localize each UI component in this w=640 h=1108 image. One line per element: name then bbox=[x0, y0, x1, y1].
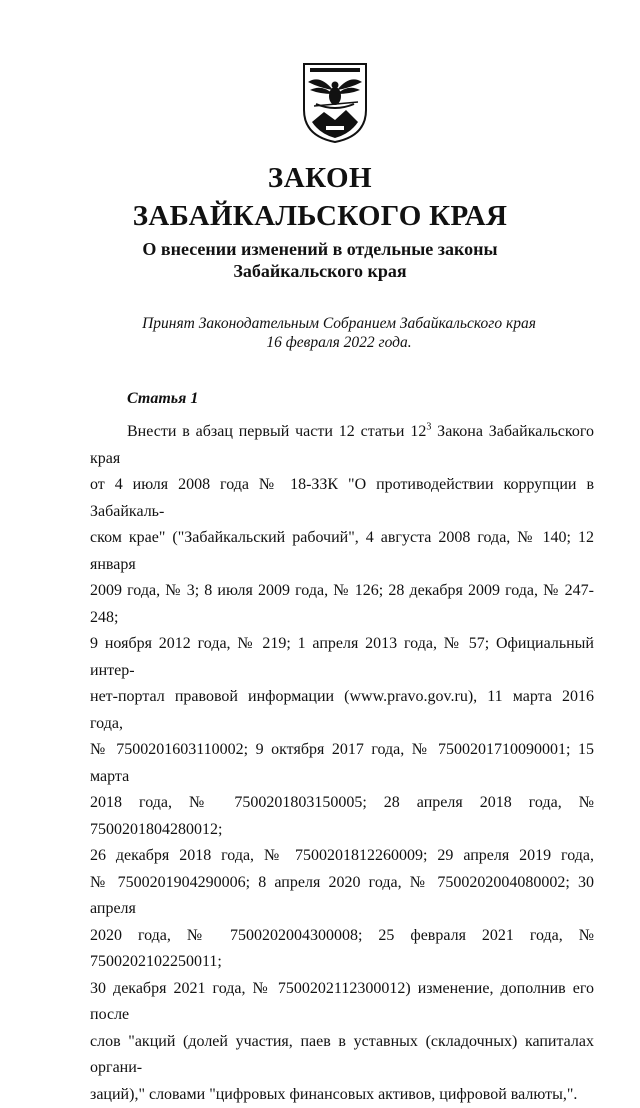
coat-of-arms-emblem bbox=[300, 60, 370, 144]
superscript: 3 bbox=[426, 422, 431, 433]
article-line: от 4 июля 2008 года № 18-ЗЗК "О противодействии коррупции в Забайкаль- bbox=[90, 472, 594, 525]
adoption-line-1: Принят Законодательным Собранием Забайкальского края bbox=[38, 314, 640, 333]
law-title: ЗАКОН bbox=[0, 162, 640, 195]
law-subject-line-2: Забайкальского края bbox=[0, 260, 640, 282]
law-subject bbox=[0, 238, 640, 282]
article-line: 2018 года, № 7500201803150005; 28 апреля 2018 года, № 7500201804280012; bbox=[90, 790, 594, 843]
article-line: 30 декабря 2021 года, № 7500202112300012) изменение, дополнив его после bbox=[90, 976, 594, 1029]
adoption-date: 16 февраля 2022 года. bbox=[38, 333, 640, 352]
article-line: 2009 года, № 3; 8 июля 2009 года, № 126; 28 декабря 2009 года, № 247-248; bbox=[90, 578, 594, 631]
article-line: нет-портал правовой информации (www.pravo.gov.ru), 11 марта 2016 года, bbox=[90, 684, 594, 737]
article-line: ском крае" ("Забайкальский рабочий", 4 августа 2008 года, № 140; 12 января bbox=[90, 525, 594, 578]
article-line: заций)," словами "цифровых финансовых активов, цифровой валюты,". bbox=[90, 1082, 594, 1108]
article-title: Статья 1 bbox=[127, 390, 198, 408]
article-line: 2020 года, № 7500202004300008; 25 февраля 2021 года, № 7500202102250011; bbox=[90, 923, 594, 976]
article-line: № 7500201904290006; 8 апреля 2020 года, № 7500202004080002; 30 апреля bbox=[90, 870, 594, 923]
article-line: Внести в абзац первый части 12 статьи $12^3$ Закона Забайкальского края bbox=[90, 419, 594, 472]
article-line: № 7500201603110002; 9 октября 2017 года, № 7500201710090001; 15 марта bbox=[90, 737, 594, 790]
law-subject-line-1: О внесении изменений в отдельные законы bbox=[0, 238, 640, 260]
article-line: слов "акций (долей участия, паев в уставных (складочных) капиталах органи- bbox=[90, 1029, 594, 1082]
article-line: 26 декабря 2018 года, № 7500201812260009; 29 апреля 2019 года, bbox=[90, 843, 594, 870]
adoption-note bbox=[0, 314, 640, 352]
article-body bbox=[90, 419, 594, 1108]
region-title: ЗАБАЙКАЛЬСКОГО КРАЯ bbox=[0, 200, 640, 233]
article-line: 9 ноября 2012 года, № 219; 1 апреля 2013 года, № 57; Официальный интер- bbox=[90, 631, 594, 684]
